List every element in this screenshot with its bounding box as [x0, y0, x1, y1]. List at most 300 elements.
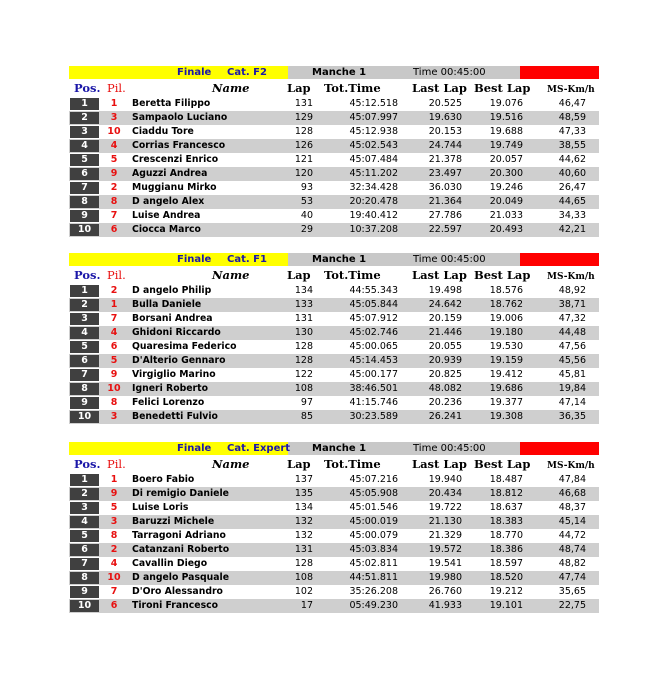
- col-last-lap: Last Lap: [412, 457, 467, 471]
- laps: 53: [300, 196, 313, 207]
- header-red-band: [520, 253, 599, 266]
- position-badge: 10: [70, 600, 99, 612]
- speed-kmh: 48,74: [558, 544, 586, 555]
- pilot-name: Benedetti Fulvio: [132, 411, 218, 422]
- table-row: [69, 368, 599, 382]
- last-lap: 20.159: [428, 313, 462, 324]
- total-time: 45:02.543: [349, 140, 398, 151]
- table-row: [69, 125, 599, 139]
- speed-kmh: 26,47: [558, 182, 586, 193]
- last-lap: 20.055: [428, 341, 462, 352]
- table-row: [69, 543, 599, 557]
- laps: 132: [294, 516, 313, 527]
- position-badge: 2: [70, 299, 99, 311]
- col-pos: Pos.: [74, 81, 101, 95]
- best-lap: 19.246: [489, 182, 523, 193]
- speed-kmh: 36,35: [558, 411, 586, 422]
- table-row: [69, 111, 599, 125]
- table-row: [69, 284, 599, 298]
- pilot-name: Baruzzi Michele: [132, 516, 215, 527]
- laps: 108: [294, 383, 313, 394]
- time-label: Time 00:45:00: [413, 67, 486, 78]
- best-lap: 20.300: [489, 168, 523, 179]
- pilot-name: Igneri Roberto: [132, 383, 208, 394]
- speed-kmh: 42,21: [558, 224, 586, 235]
- last-lap: 20.434: [428, 488, 462, 499]
- position-badge: 3: [70, 126, 99, 138]
- best-lap: 19.686: [489, 383, 523, 394]
- col-pil: Pil.: [107, 81, 126, 95]
- position-badge: 4: [70, 140, 99, 152]
- table-row: [69, 557, 599, 571]
- pilot-name: D angelo Philip: [132, 285, 212, 296]
- position-badge: 2: [70, 112, 99, 124]
- laps: 126: [294, 140, 313, 151]
- pilot-name: D angelo Alex: [132, 196, 205, 207]
- laps: 133: [294, 299, 313, 310]
- finale-label: Finale: [177, 67, 212, 78]
- best-lap: 21.033: [489, 210, 523, 221]
- laps: 17: [300, 600, 313, 611]
- time-label: Time 00:45:00: [413, 254, 486, 265]
- laps: 122: [294, 369, 313, 380]
- pilot-name: Felici Lorenzo: [132, 397, 205, 408]
- speed-kmh: 45,56: [558, 355, 586, 366]
- speed-kmh: 38,71: [558, 299, 586, 310]
- table-row: [69, 139, 599, 153]
- last-lap: 27.786: [428, 210, 462, 221]
- laps: 108: [294, 572, 313, 583]
- laps: 102: [294, 586, 313, 597]
- laps: 121: [294, 154, 313, 165]
- table-row: [69, 585, 599, 599]
- speed-kmh: 44,72: [558, 530, 586, 541]
- position-badge: 9: [70, 210, 99, 222]
- pilot-number: 6: [110, 341, 118, 352]
- total-time: 45:01.546: [349, 502, 398, 513]
- last-lap: 26.241: [428, 411, 462, 422]
- col-lap: Lap: [287, 268, 311, 282]
- speed-kmh: 47,14: [558, 397, 586, 408]
- position-badge: 10: [70, 224, 99, 236]
- pilot-number: 7: [110, 313, 118, 324]
- finale-label: Finale: [177, 443, 212, 454]
- position-badge: 9: [70, 397, 99, 409]
- pilot-number: 6: [110, 600, 118, 611]
- laps: 40: [300, 210, 313, 221]
- total-time: 45:14.453: [349, 355, 398, 366]
- total-time: 45:05.908: [349, 488, 398, 499]
- position-badge: 6: [70, 355, 99, 367]
- position-badge: 7: [70, 182, 99, 194]
- total-time: 38:46.501: [349, 383, 398, 394]
- last-lap: 41.933: [428, 600, 462, 611]
- category-label: Cat. F2: [227, 67, 267, 78]
- last-lap: 19.541: [428, 558, 462, 569]
- laps: 120: [294, 168, 313, 179]
- pilot-name: Cavallin Diego: [132, 558, 208, 569]
- finale-label: Finale: [177, 254, 212, 265]
- best-lap: 19.212: [489, 586, 523, 597]
- pilot-number: 10: [107, 383, 121, 394]
- table-row: [69, 487, 599, 501]
- pilot-name: Ghidoni Riccardo: [132, 327, 221, 338]
- position-badge: 6: [70, 544, 99, 556]
- total-time: 45:07.216: [349, 474, 398, 485]
- pilot-number: 3: [110, 112, 118, 123]
- table-header-bar: [69, 442, 599, 455]
- pilot-number: 5: [110, 154, 118, 165]
- col-best-lap: Best Lap: [474, 81, 531, 95]
- best-lap: 18.520: [489, 572, 523, 583]
- position-badge: 9: [70, 586, 99, 598]
- total-time: 35:26.208: [349, 586, 398, 597]
- last-lap: 23.497: [428, 168, 462, 179]
- speed-kmh: 44,65: [558, 196, 586, 207]
- pilot-number: 9: [110, 168, 118, 179]
- results-table: [69, 66, 599, 237]
- pilot-number: 1: [110, 299, 118, 310]
- speed-kmh: 45,14: [558, 516, 586, 527]
- total-time: 45:00.079: [349, 530, 398, 541]
- results-table: [69, 442, 599, 613]
- table-row: [69, 354, 599, 368]
- pilot-name: Virgiglio Marino: [132, 369, 216, 380]
- speed-kmh: 47,33: [558, 126, 586, 137]
- pilot-name: D'Alterio Gennaro: [132, 355, 226, 366]
- laps: 134: [294, 502, 313, 513]
- last-lap: 19.722: [428, 502, 462, 513]
- best-lap: 19.076: [489, 98, 523, 109]
- table-row: [69, 181, 599, 195]
- table-row: [69, 410, 599, 424]
- last-lap: 22.597: [428, 224, 462, 235]
- total-time: 44:51.811: [349, 572, 398, 583]
- last-lap: 24.642: [428, 299, 462, 310]
- total-time: 45:07.912: [349, 313, 398, 324]
- col-ms-kmh: MS-Km/h: [547, 461, 595, 471]
- pilot-name: Tironi Francesco: [132, 600, 219, 611]
- position-badge: 5: [70, 341, 99, 353]
- category-label: Cat. F1: [227, 254, 267, 265]
- total-time: 10:37.208: [349, 224, 398, 235]
- table-header-bar: [69, 253, 599, 266]
- pilot-name: Catanzani Roberto: [132, 544, 230, 555]
- column-headers: [69, 266, 599, 284]
- laps: 85: [300, 411, 313, 422]
- position-badge: 1: [70, 474, 99, 486]
- table-row: [69, 382, 599, 396]
- last-lap: 48.082: [428, 383, 462, 394]
- table-row: [69, 473, 599, 487]
- column-headers: [69, 455, 599, 473]
- table-row: [69, 571, 599, 585]
- table-row: [69, 396, 599, 410]
- table-row: [69, 153, 599, 167]
- pilot-number: 8: [110, 530, 118, 541]
- col-name: Name: [212, 457, 250, 471]
- pilot-number: 9: [110, 488, 118, 499]
- col-tot-time: Tot.Time: [324, 268, 381, 282]
- table-row: [69, 515, 599, 529]
- pilot-name: D'Oro Alessandro: [132, 586, 223, 597]
- last-lap: 19.572: [428, 544, 462, 555]
- best-lap: 18.597: [489, 558, 523, 569]
- col-ms-kmh: MS-Km/h: [547, 272, 595, 282]
- laps: 137: [294, 474, 313, 485]
- pilot-number: 8: [110, 196, 118, 207]
- total-time: 45:02.811: [349, 558, 398, 569]
- table-row: [69, 529, 599, 543]
- col-tot-time: Tot.Time: [324, 457, 381, 471]
- total-time: 44:55.343: [349, 285, 398, 296]
- best-lap: 18.637: [489, 502, 523, 513]
- pilot-number: 1: [110, 474, 118, 485]
- table-row: [69, 501, 599, 515]
- last-lap: 21.378: [428, 154, 462, 165]
- pilot-number: 7: [110, 210, 118, 221]
- position-badge: 2: [70, 488, 99, 500]
- column-headers: [69, 79, 599, 97]
- pilot-number: 4: [110, 558, 118, 569]
- laps: 97: [300, 397, 313, 408]
- col-name: Name: [212, 81, 250, 95]
- laps: 130: [294, 327, 313, 338]
- pilot-name: Bulla Daniele: [132, 299, 202, 310]
- pilot-name: Borsani Andrea: [132, 313, 213, 324]
- col-best-lap: Best Lap: [474, 457, 531, 471]
- position-badge: 10: [70, 411, 99, 423]
- speed-kmh: 40,60: [558, 168, 586, 179]
- speed-kmh: 22,75: [558, 600, 586, 611]
- last-lap: 24.744: [428, 140, 462, 151]
- last-lap: 19.980: [428, 572, 462, 583]
- pilot-number: 4: [110, 327, 118, 338]
- table-row: [69, 195, 599, 209]
- total-time: 05:49.230: [349, 600, 398, 611]
- laps: 135: [294, 488, 313, 499]
- pilot-number: 2: [110, 285, 118, 296]
- last-lap: 21.446: [428, 327, 462, 338]
- pilot-name: Di remigio Daniele: [132, 488, 229, 499]
- col-last-lap: Last Lap: [412, 268, 467, 282]
- last-lap: 26.760: [428, 586, 462, 597]
- position-badge: 7: [70, 369, 99, 381]
- time-label: Time 00:45:00: [413, 443, 486, 454]
- last-lap: 21.364: [428, 196, 462, 207]
- category-label: Cat. Expert: [227, 443, 291, 454]
- best-lap: 19.749: [489, 140, 523, 151]
- total-time: 45:11.202: [349, 168, 398, 179]
- laps: 131: [294, 313, 313, 324]
- best-lap: 19.530: [489, 341, 523, 352]
- col-pos: Pos.: [74, 457, 101, 471]
- table-row: [69, 167, 599, 181]
- laps: 29: [300, 224, 313, 235]
- pilot-name: Corrias Francesco: [132, 140, 226, 151]
- total-time: 45:07.997: [349, 112, 398, 123]
- last-lap: 20.825: [428, 369, 462, 380]
- pilot-name: Boero Fabio: [132, 474, 195, 485]
- col-tot-time: Tot.Time: [324, 81, 381, 95]
- laps: 132: [294, 530, 313, 541]
- last-lap: 36.030: [428, 182, 462, 193]
- speed-kmh: 34,33: [558, 210, 586, 221]
- laps: 131: [294, 544, 313, 555]
- speed-kmh: 46,68: [558, 488, 586, 499]
- pilot-number: 10: [107, 572, 121, 583]
- pilot-name: Beretta Filippo: [132, 98, 211, 109]
- last-lap: 19.630: [428, 112, 462, 123]
- pilot-number: 2: [110, 182, 118, 193]
- pilot-number: 6: [110, 224, 118, 235]
- last-lap: 20.236: [428, 397, 462, 408]
- manche-label: Manche 1: [312, 443, 367, 454]
- total-time: 45:07.484: [349, 154, 398, 165]
- pilot-name: Aguzzi Andrea: [132, 168, 208, 179]
- position-badge: 5: [70, 530, 99, 542]
- speed-kmh: 48,82: [558, 558, 586, 569]
- position-badge: 8: [70, 196, 99, 208]
- total-time: 32:34.428: [349, 182, 398, 193]
- pilot-number: 1: [110, 98, 118, 109]
- best-lap: 19.412: [489, 369, 523, 380]
- speed-kmh: 47,32: [558, 313, 586, 324]
- total-time: 30:23.589: [349, 411, 398, 422]
- speed-kmh: 46,47: [558, 98, 586, 109]
- total-time: 45:02.746: [349, 327, 398, 338]
- pilot-name: Tarragoni Adriano: [132, 530, 226, 541]
- pilot-number: 4: [110, 140, 118, 151]
- pilot-name: D angelo Pasquale: [132, 572, 230, 583]
- pilot-name: Ciocca Marco: [132, 224, 201, 235]
- best-lap: 18.576: [489, 285, 523, 296]
- best-lap: 19.377: [489, 397, 523, 408]
- col-pil: Pil.: [107, 457, 126, 471]
- position-badge: 8: [70, 572, 99, 584]
- table-row: [69, 97, 599, 111]
- best-lap: 18.812: [489, 488, 523, 499]
- table-row: [69, 599, 599, 613]
- total-time: 41:15.746: [349, 397, 398, 408]
- total-time: 45:05.844: [349, 299, 398, 310]
- speed-kmh: 48,92: [558, 285, 586, 296]
- position-badge: 7: [70, 558, 99, 570]
- position-badge: 3: [70, 313, 99, 325]
- best-lap: 20.493: [489, 224, 523, 235]
- position-badge: 1: [70, 285, 99, 297]
- pilot-name: Crescenzi Enrico: [132, 154, 219, 165]
- total-time: 45:00.065: [349, 341, 398, 352]
- speed-kmh: 44,62: [558, 154, 586, 165]
- table-row: [69, 223, 599, 237]
- speed-kmh: 48,37: [558, 502, 586, 513]
- best-lap: 19.516: [489, 112, 523, 123]
- position-badge: 6: [70, 168, 99, 180]
- best-lap: 18.386: [489, 544, 523, 555]
- laps: 134: [294, 285, 313, 296]
- total-time: 45:00.019: [349, 516, 398, 527]
- laps: 128: [294, 126, 313, 137]
- pilot-number: 5: [110, 355, 118, 366]
- pilot-number: 3: [110, 411, 118, 422]
- manche-label: Manche 1: [312, 67, 367, 78]
- last-lap: 20.939: [428, 355, 462, 366]
- laps: 128: [294, 558, 313, 569]
- speed-kmh: 19,84: [558, 383, 586, 394]
- total-time: 45:12.518: [349, 98, 398, 109]
- position-badge: 3: [70, 502, 99, 514]
- position-badge: 4: [70, 516, 99, 528]
- position-badge: 5: [70, 154, 99, 166]
- best-lap: 19.308: [489, 411, 523, 422]
- table-row: [69, 298, 599, 312]
- speed-kmh: 45,81: [558, 369, 586, 380]
- col-last-lap: Last Lap: [412, 81, 467, 95]
- col-lap: Lap: [287, 81, 311, 95]
- pilot-number: 10: [107, 126, 121, 137]
- best-lap: 19.180: [489, 327, 523, 338]
- header-red-band: [520, 66, 599, 79]
- col-name: Name: [212, 268, 250, 282]
- total-time: 19:40.412: [349, 210, 398, 221]
- pilot-number: 3: [110, 516, 118, 527]
- laps: 131: [294, 98, 313, 109]
- total-time: 45:12.938: [349, 126, 398, 137]
- table-row: [69, 209, 599, 223]
- best-lap: 19.688: [489, 126, 523, 137]
- speed-kmh: 47,56: [558, 341, 586, 352]
- pilot-number: 7: [110, 586, 118, 597]
- last-lap: 21.130: [428, 516, 462, 527]
- pilot-name: Sampaolo Luciano: [132, 112, 228, 123]
- pilot-name: Muggianu Mirko: [132, 182, 217, 193]
- pilot-name: Quaresima Federico: [132, 341, 237, 352]
- position-badge: 4: [70, 327, 99, 339]
- best-lap: 18.762: [489, 299, 523, 310]
- best-lap: 19.159: [489, 355, 523, 366]
- total-time: 45:03.834: [349, 544, 398, 555]
- speed-kmh: 44,48: [558, 327, 586, 338]
- best-lap: 19.006: [489, 313, 523, 324]
- total-time: 45:00.177: [349, 369, 398, 380]
- manche-label: Manche 1: [312, 254, 367, 265]
- speed-kmh: 47,84: [558, 474, 586, 485]
- table-header-bar: [69, 66, 599, 79]
- col-pil: Pil.: [107, 268, 126, 282]
- total-time: 20:20.478: [349, 196, 398, 207]
- speed-kmh: 47,74: [558, 572, 586, 583]
- laps: 128: [294, 355, 313, 366]
- col-lap: Lap: [287, 457, 311, 471]
- laps: 129: [294, 112, 313, 123]
- best-lap: 20.049: [489, 196, 523, 207]
- pilot-number: 8: [110, 397, 118, 408]
- laps: 93: [300, 182, 313, 193]
- last-lap: 19.498: [428, 285, 462, 296]
- best-lap: 18.383: [489, 516, 523, 527]
- pilot-name: Luise Loris: [132, 502, 189, 513]
- pilot-name: Ciaddu Tore: [132, 126, 194, 137]
- speed-kmh: 35,65: [558, 586, 586, 597]
- table-row: [69, 340, 599, 354]
- position-badge: 8: [70, 383, 99, 395]
- last-lap: 20.525: [428, 98, 462, 109]
- last-lap: 19.940: [428, 474, 462, 485]
- laps: 128: [294, 341, 313, 352]
- position-badge: 1: [70, 98, 99, 110]
- results-table: [69, 253, 599, 424]
